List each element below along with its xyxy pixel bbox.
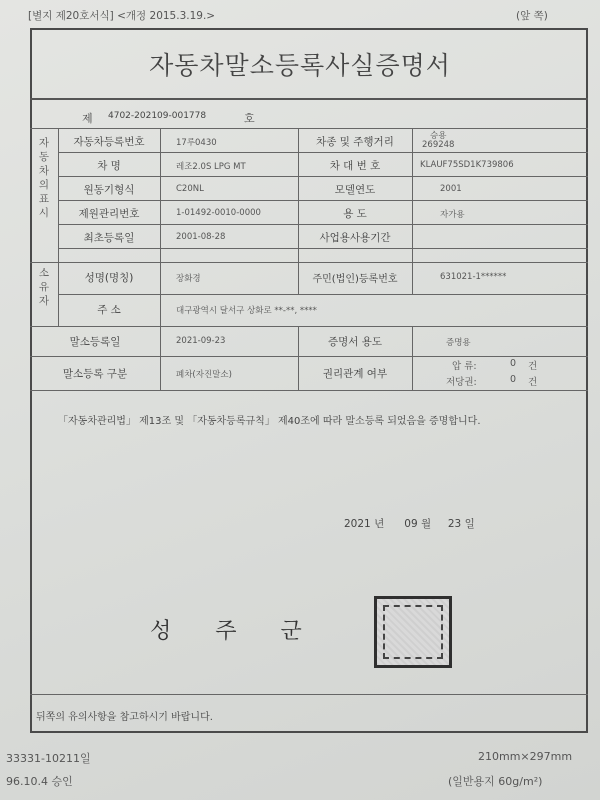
vin-label: 차 대 번 호	[329, 160, 381, 172]
column-divider	[412, 326, 413, 390]
back-page-note: 뒤쪽의 유의사항을 참고하시기 바랍니다.	[36, 712, 213, 723]
footer-paper-size: 210mm×297mm	[478, 750, 573, 763]
cancel-type-label: 말소등록 구분	[62, 368, 128, 380]
mortgage-unit: 건	[528, 377, 538, 388]
issue-day: 23	[447, 518, 462, 530]
cancel-date-label: 말소등록일	[69, 336, 121, 348]
doc-number-prefix: 제	[82, 112, 93, 125]
cert-usage-label: 증명서 용도	[327, 336, 383, 348]
table-top-border	[30, 128, 588, 129]
reg-no-value: 17루0430	[176, 138, 217, 148]
section-column-divider	[58, 128, 59, 326]
row-divider	[58, 176, 588, 177]
mortgage-label: 저당권:	[446, 377, 477, 388]
issue-date	[344, 516, 475, 531]
section-label-owner: 소유자	[38, 267, 50, 307]
engine-type-value: C20NL	[176, 184, 204, 194]
table-bottom-border	[30, 390, 588, 391]
form-label: [별지 제20호서식] <개정 2015.3.19.>	[28, 10, 216, 22]
cert-usage-value: 증명용	[446, 338, 471, 348]
row-divider	[30, 356, 588, 357]
usage-label: 용 도	[343, 208, 367, 220]
issue-year: 2021	[344, 518, 371, 530]
usage-value: 자가용	[440, 210, 465, 220]
section-label-vehicle: 자동차의표시	[38, 137, 50, 219]
row-divider	[58, 294, 588, 295]
mortgage-value: 0	[510, 374, 517, 385]
resident-no-label: 주민(법인)등록번호	[312, 274, 398, 285]
statement-text: 「자동차관리법」 제13조 및 「자동차등록규칙」 제40조에 따라 말소등록 되었음을 증명합니다.	[58, 416, 481, 427]
row-divider	[58, 248, 588, 249]
model-name-label: 차 명	[97, 160, 121, 172]
footer-approval: 96.10.4 승인	[6, 775, 73, 788]
note-divider	[30, 694, 588, 695]
address-label: 주 소	[97, 304, 121, 316]
seizure-label: 압 류:	[452, 361, 477, 372]
row-divider	[58, 224, 588, 225]
issue-month-unit: 월	[420, 518, 432, 530]
cancel-date-value: 2021-09-23	[176, 336, 226, 346]
resident-no-value: 631021-1******	[440, 272, 507, 282]
issue-day-unit: 일	[464, 518, 475, 530]
footer-paper-weight: (일반용지 60g/m²)	[448, 775, 543, 788]
reg-no-label: 자동차등록번호	[73, 136, 145, 148]
row-divider	[58, 200, 588, 201]
column-divider	[298, 128, 299, 294]
issuer-name: 성주군	[150, 619, 346, 644]
section-divider	[30, 326, 588, 327]
seal-inner-border	[383, 605, 443, 659]
vehicle-type-value: 승용	[430, 131, 447, 141]
owner-name-value: 장화경	[176, 274, 201, 284]
footer-form-code: 33331-10211일	[6, 752, 91, 765]
column-divider	[298, 326, 299, 390]
doc-number-suffix: 호	[244, 112, 255, 125]
model-year-value: 2001	[440, 184, 462, 194]
rights-label: 권리관계 여부	[322, 368, 388, 380]
owner-name-label: 성명(명칭)	[84, 272, 134, 284]
vin-value: KLAUF75SD1K739806	[420, 160, 514, 170]
business-period-label: 사업용사용기간	[319, 232, 391, 244]
side-label: (앞 쪽)	[516, 10, 548, 22]
first-reg-value: 2001-08-28	[176, 232, 226, 242]
title-divider	[30, 98, 588, 100]
first-reg-label: 최초등록일	[83, 232, 135, 244]
doc-number-value: 4702-202109-001778	[108, 111, 207, 121]
spec-no-value: 1-01492-0010-0000	[176, 208, 261, 218]
column-divider	[160, 128, 161, 390]
issue-year-unit: 년	[374, 518, 385, 530]
spec-no-label: 제원관리번호	[78, 208, 140, 220]
page-title: 자동차말소등록사실증명서	[149, 51, 451, 80]
column-divider	[412, 128, 413, 294]
issue-month: 09	[404, 518, 418, 530]
seizure-value: 0	[510, 358, 517, 369]
address-value: 대구광역시 달서구 상화로 **-**, ****	[176, 306, 317, 316]
seizure-unit: 건	[528, 361, 538, 372]
engine-type-label: 원동기형식	[83, 184, 135, 196]
official-seal-icon	[374, 596, 452, 668]
row-divider	[58, 152, 588, 153]
cancel-type-value: 폐차(자진말소)	[176, 370, 232, 380]
type-mileage-label: 차종 및 주행거리	[316, 136, 394, 148]
mileage-value: 269248	[422, 140, 455, 150]
section-divider	[30, 262, 588, 263]
model-year-label: 모델연도	[334, 184, 376, 196]
model-name-value: 레조2.0S LPG MT	[176, 162, 246, 172]
